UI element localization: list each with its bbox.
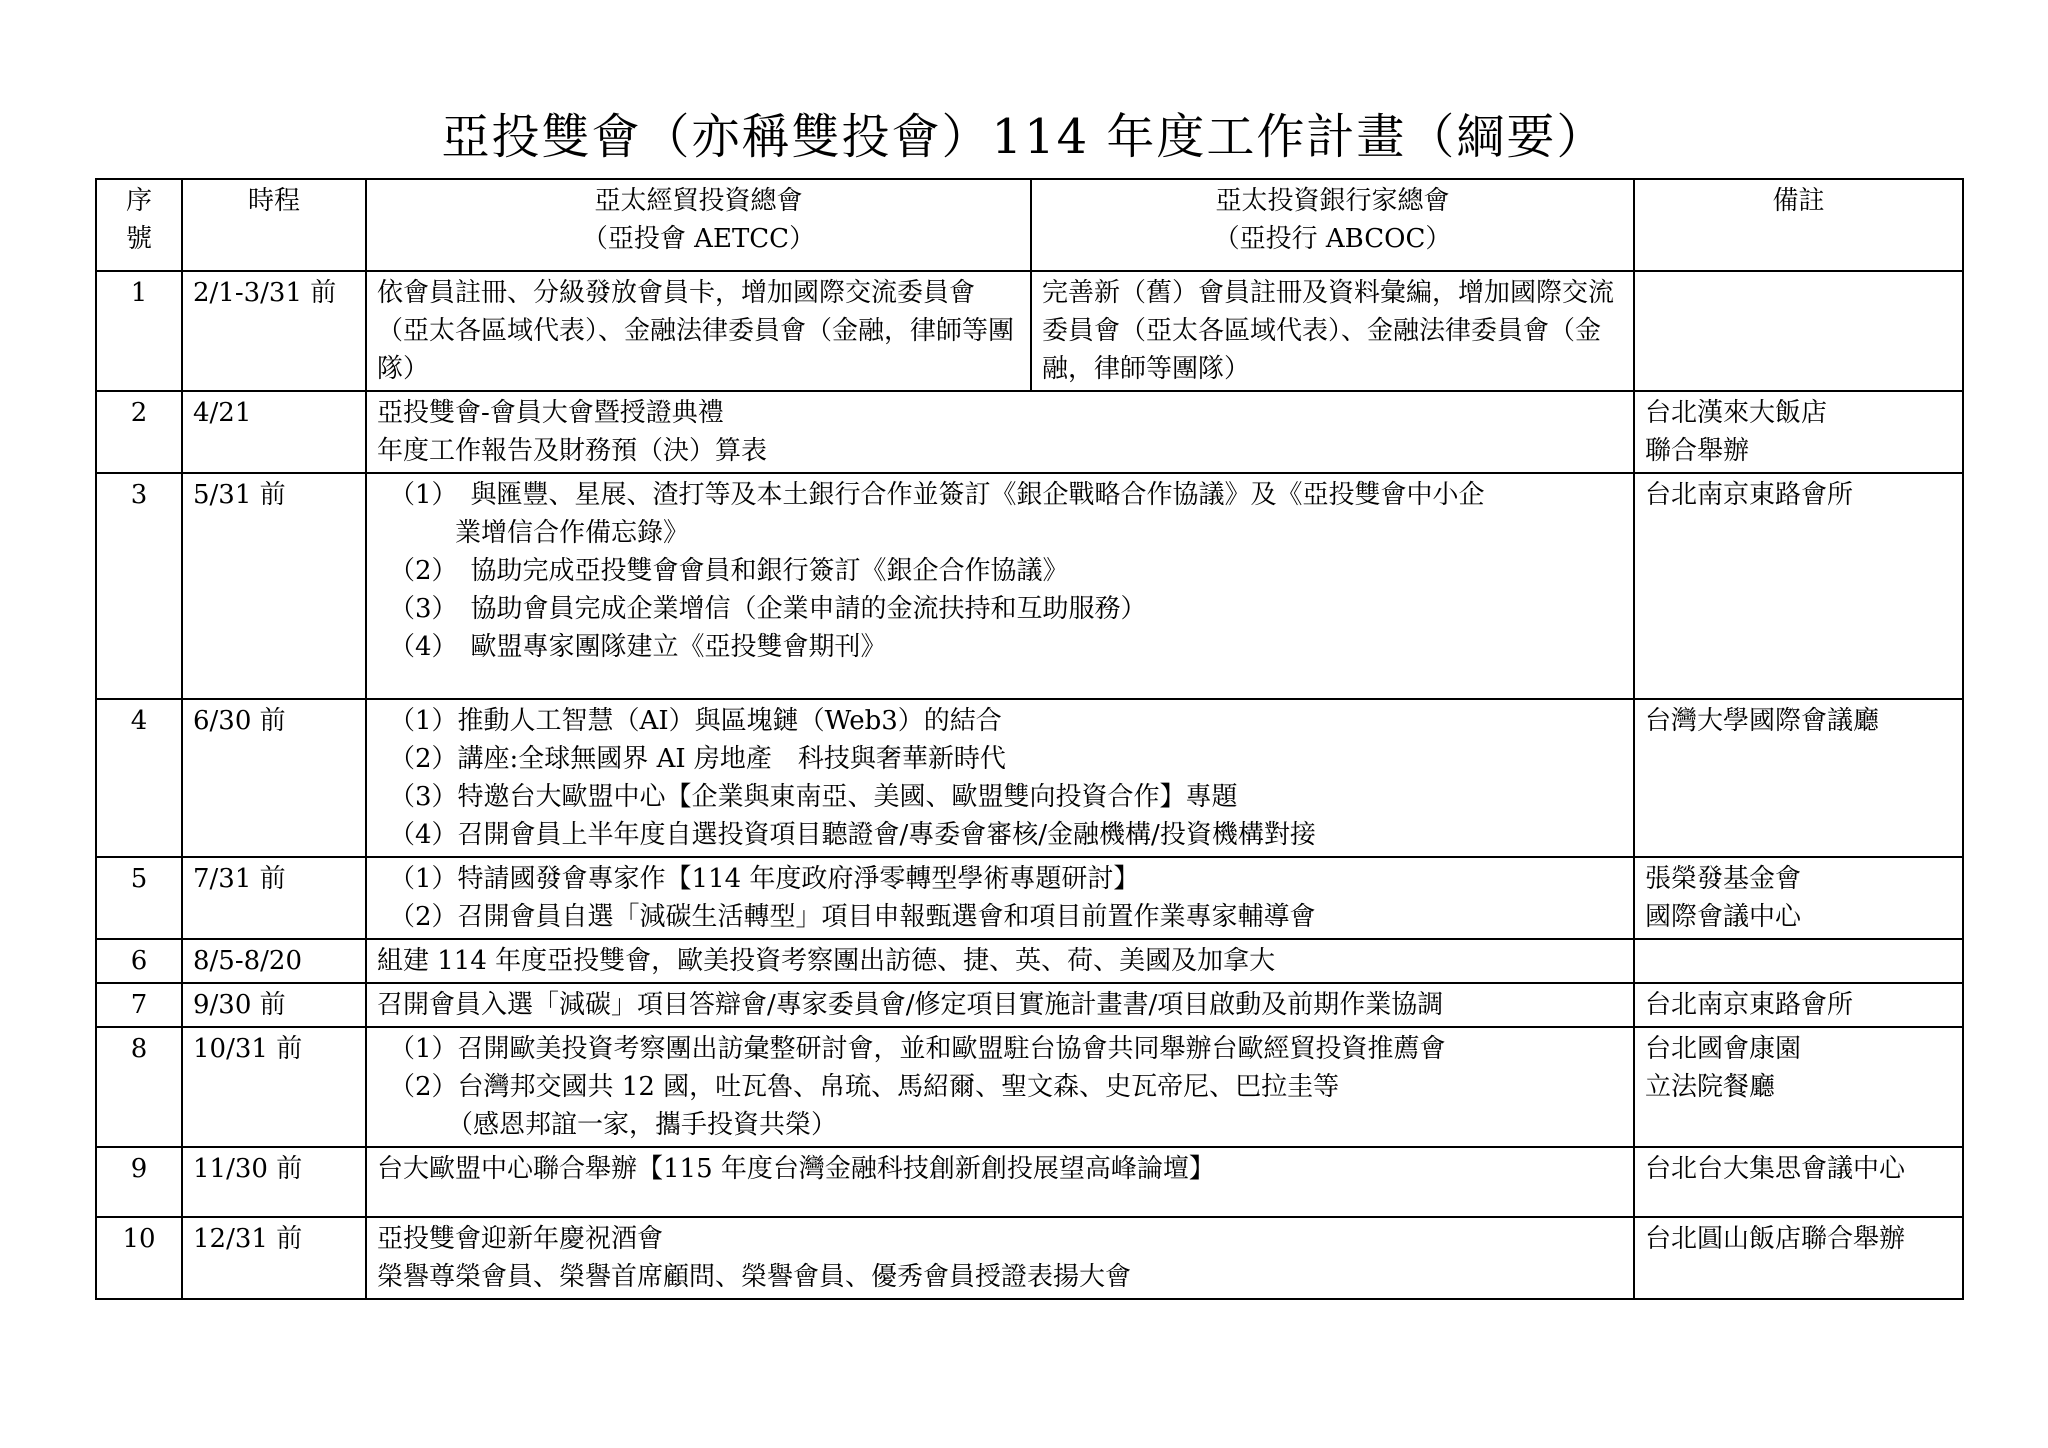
content-line: 亞投雙會迎新年慶祝酒會: [377, 1224, 664, 1254]
row-remarks: [1634, 391, 1963, 473]
content-line: （1）召開歐美投資考察團出訪彙整研討會，並和歐盟駐台協會共同舉辦台歐經貿投資推薦會: [389, 1034, 1446, 1064]
content-line: （2）召開會員自選「減碳生活轉型」項目申報甄選會和項目前置作業專家輔導會: [389, 902, 1316, 932]
row-content: [366, 473, 1634, 699]
row-remarks: [1634, 1147, 1963, 1217]
content-line: （2）講座:全球無國界 AI 房地產 科技與奢華新時代: [389, 744, 1006, 774]
row-schedule: 12/31 前: [182, 1217, 366, 1299]
content-line: （感恩邦誼一家，攜手投資共榮）: [447, 1110, 838, 1140]
remark-line: 台北南京東路會所: [1645, 480, 1854, 510]
header-aetcc-line-1: 亞太經貿投資總會: [594, 186, 803, 216]
content-line: 業增信合作備忘錄》: [455, 518, 690, 548]
table-row: [96, 699, 1963, 857]
remark-line: 台北漢來大飯店: [1645, 398, 1828, 428]
header-schedule-text: 時程: [247, 186, 300, 216]
row-remarks: [1634, 857, 1963, 939]
row-content: [366, 983, 1634, 1027]
remark-line: 國際會議中心: [1645, 902, 1802, 932]
content-line: （3）特邀台大歐盟中心【企業與東南亞、美國、歐盟雙向投資合作】專題: [389, 782, 1238, 812]
row-schedule: 9/30 前: [182, 983, 366, 1027]
remark-line: 台北台大集思會議中心: [1645, 1154, 1906, 1184]
content-line: （1）推動人工智慧（AI）與區塊鏈（Web3）的結合: [389, 706, 1002, 736]
header-remarks: [1634, 179, 1963, 271]
work-plan-table: [95, 178, 1964, 1300]
row-schedule: 11/30 前: [182, 1147, 366, 1217]
row-content: [366, 857, 1634, 939]
row-remarks: [1634, 939, 1963, 983]
row-seq: 4: [96, 699, 182, 857]
row-seq: 2: [96, 391, 182, 473]
row-abcoc: 完善新（舊）會員註冊及資料彙編，增加國際交流委員會（亞太各區域代表）、金融法律委員會（金融，律師等團隊）: [1031, 271, 1634, 391]
remark-line: 張榮發基金會: [1645, 864, 1802, 894]
header-seq-line-2: 號: [125, 224, 152, 254]
table-row: [96, 1027, 1963, 1147]
content-line: （4） 歐盟專家團隊建立《亞投雙會期刊》: [389, 632, 887, 662]
content-line: （2） 協助完成亞投雙會會員和銀行簽訂《銀企合作協議》: [389, 556, 1069, 586]
row-aetcc: 依會員註冊、分級發放會員卡，增加國際交流委員會（亞太各區域代表）、金融法律委員會（金融，律師等團隊）: [366, 271, 1031, 391]
row-remarks: [1634, 1217, 1963, 1299]
table-row: [96, 1147, 1963, 1217]
content-line: 榮譽尊榮會員、榮譽首席顧問、榮譽會員、優秀會員授證表揚大會: [377, 1262, 1132, 1292]
header-aetcc-line-2: （亞投會 AETCC）: [581, 224, 816, 254]
row-schedule: 4/21: [182, 391, 366, 473]
content-line: 台大歐盟中心聯合舉辦【115 年度台灣金融科技創新創投展望高峰論壇】: [377, 1154, 1215, 1184]
remark-line: 台北圓山飯店聯合舉辦: [1645, 1224, 1906, 1254]
remark-line: 台北國會康園: [1645, 1034, 1802, 1064]
content-line: 組建 114 年度亞投雙會，歐美投資考察團出訪德、捷、英、荷、美國及加拿大: [377, 946, 1276, 976]
header-abcoc-line-2: （亞投行 ABCOC）: [1213, 224, 1452, 254]
row-seq: 7: [96, 983, 182, 1027]
header-seq: [96, 179, 182, 271]
row-schedule: 6/30 前: [182, 699, 366, 857]
row-remarks: [1634, 1027, 1963, 1147]
row-seq: 9: [96, 1147, 182, 1217]
row-content: [366, 1027, 1634, 1147]
remark-line: 立法院餐廳: [1645, 1072, 1776, 1102]
page-title: 亞投雙會（亦稱雙投會）114 年度工作計畫（綱要）: [441, 109, 1607, 165]
table-row: [96, 983, 1963, 1027]
row-seq: 8: [96, 1027, 182, 1147]
content-line: （2）台灣邦交國共 12 國，吐瓦魯、帛琉、馬紹爾、聖文森、史瓦帝尼、巴拉圭等: [389, 1072, 1340, 1102]
row-remarks: [1634, 983, 1963, 1027]
content-line: 召開會員入選「減碳」項目答辯會/專家委員會/修定項目實施計畫書/項目啟動及前期作業協調: [377, 990, 1444, 1020]
row-content: [366, 699, 1634, 857]
content-line: （3） 協助會員完成企業增信（企業申請的金流扶持和互助服務）: [389, 594, 1147, 624]
header-schedule: [182, 179, 366, 271]
content-line: 亞投雙會-會員大會暨授證典禮: [377, 398, 724, 428]
row-seq: 10: [96, 1217, 182, 1299]
header-seq-line-1: 序: [125, 186, 152, 216]
remark-line: 台北南京東路會所: [1645, 990, 1854, 1020]
table-row: [96, 473, 1963, 699]
table-row: [96, 857, 1963, 939]
header-abcoc-line-1: 亞太投資銀行家總會: [1215, 186, 1450, 216]
row-content: [366, 939, 1634, 983]
row-schedule: 5/31 前: [182, 473, 366, 699]
row-content: [366, 1217, 1634, 1299]
row-content: [366, 391, 1634, 473]
content-line: （1） 與匯豐、星展、渣打等及本土銀行合作並簽訂《銀企戰略合作協議》及《亞投雙會中小企: [389, 480, 1485, 510]
header-row: [96, 179, 1963, 271]
row-seq: 5: [96, 857, 182, 939]
table-row: [96, 271, 1963, 391]
content-line: 年度工作報告及財務預（決）算表: [377, 436, 768, 466]
header-aetcc: [366, 179, 1031, 271]
table-row: [96, 939, 1963, 983]
table-row: [96, 1217, 1963, 1299]
row-schedule: 7/31 前: [182, 857, 366, 939]
row-schedule: 8/5-8/20: [182, 939, 366, 983]
header-abcoc: [1031, 179, 1634, 271]
remark-line: 台灣大學國際會議廳: [1645, 706, 1880, 736]
row-remarks: [1634, 473, 1963, 699]
row-content: [366, 1147, 1634, 1217]
row-schedule: 2/1-3/31 前: [182, 271, 366, 391]
row-seq: 3: [96, 473, 182, 699]
row-remarks: [1634, 271, 1963, 391]
table-row: [96, 391, 1963, 473]
header-remarks-text: 備註: [1772, 186, 1825, 216]
row-seq: 6: [96, 939, 182, 983]
content-line: （1）特請國發會專家作【114 年度政府淨零轉型學術專題研討】: [389, 864, 1140, 894]
row-schedule: 10/31 前: [182, 1027, 366, 1147]
row-remarks: [1634, 699, 1963, 857]
content-line: （4）召開會員上半年度自選投資項目聽證會/專委會審核/金融機構/投資機構對接: [389, 820, 1316, 850]
row-seq: 1: [96, 271, 182, 391]
remark-line: 聯合舉辦: [1645, 436, 1750, 466]
